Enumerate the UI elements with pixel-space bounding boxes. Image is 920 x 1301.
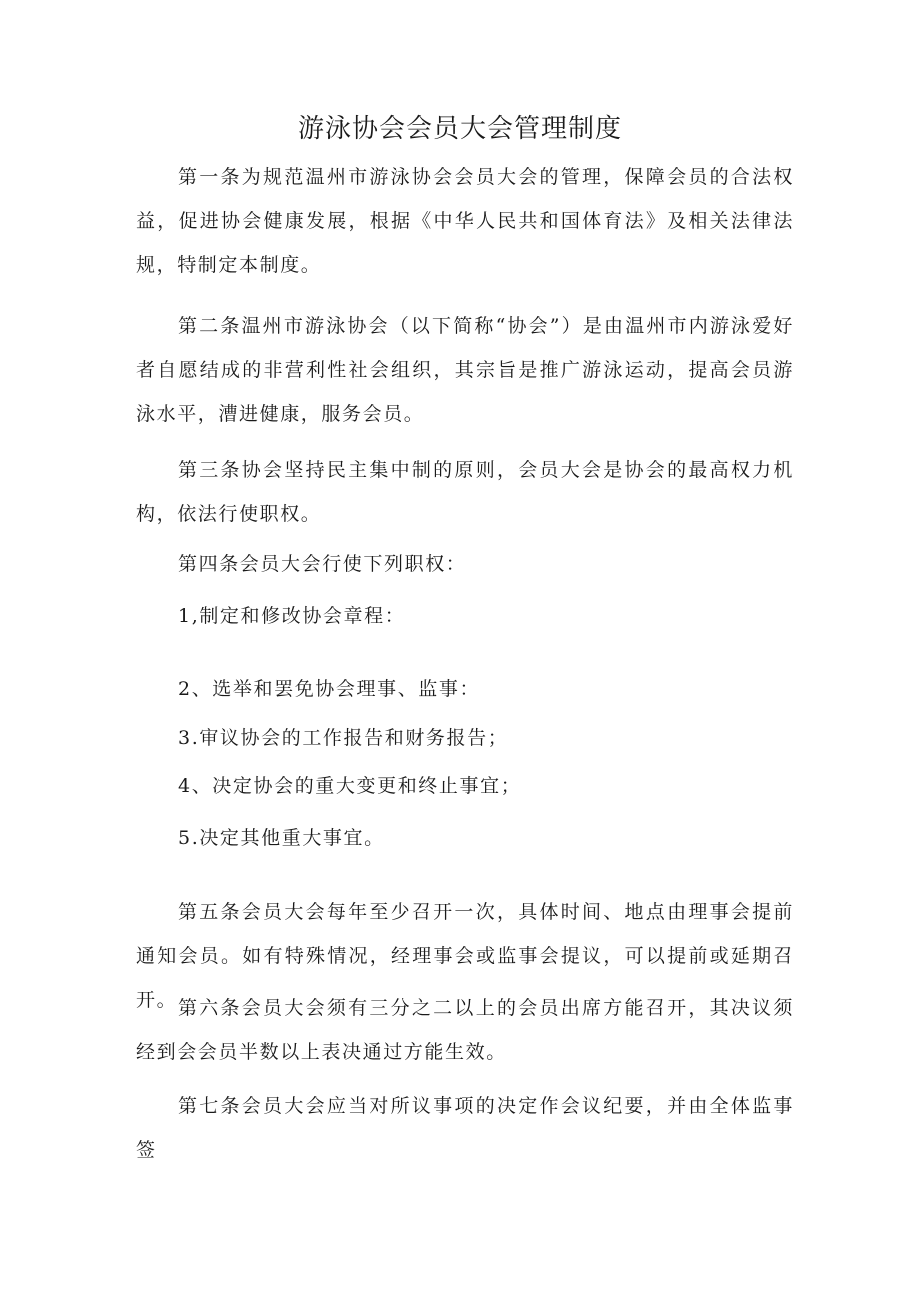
power-item-3: 3.审议协会的工作报告和财务报告； bbox=[178, 727, 509, 749]
article-7: 第七条会员大会应当对所议事项的决定作会议纪要，并由全体监事签 bbox=[136, 1095, 794, 1161]
article-4: 第四条会员大会行使下列职权： bbox=[178, 553, 467, 575]
power-item-2: 2、选举和罢免协会理事、监事： bbox=[178, 678, 481, 700]
power-item-5: 5.决定其他重大事宜。 bbox=[178, 827, 385, 849]
document-title: 游泳协会会员大会管理制度 bbox=[297, 114, 622, 144]
power-item-4: 4、决定协会的重大变更和终止事宜； bbox=[178, 775, 522, 797]
article-3: 第三条协会坚持民主集中制的原则，会员大会是协会的最高权力机构，依法行使职权。 bbox=[136, 459, 794, 525]
article-5: 第五条会员大会每年至少召开一次，具体时间、地点由理事会提前通知会员。如有特殊情况，经理事会或监事会提议，可以提前或延期召开。 bbox=[136, 901, 794, 1011]
article-2: 第二条温州市游泳协会（以下简称“协会”）是由温州市内游泳爱好者自愿结成的非营利性社会组织，其宗旨是推广游泳运动，提高会员游泳水平，漕进健康，服务会员。 bbox=[136, 315, 794, 425]
power-item-1: 1,制定和修改协会章程： bbox=[178, 605, 406, 627]
article-6: 第六条会员大会须有三分之二以上的会员出席方能召开，其决议须经到会会员半数以上表决通过方能生效。 bbox=[136, 997, 794, 1063]
article-1: 第一条为规范温州市游泳协会会员大会的管理，保障会员的合法权益，促进协会健康发展，根据《中华人民共和国体育法》及相关法律法规，特制定本制度。 bbox=[136, 166, 794, 276]
